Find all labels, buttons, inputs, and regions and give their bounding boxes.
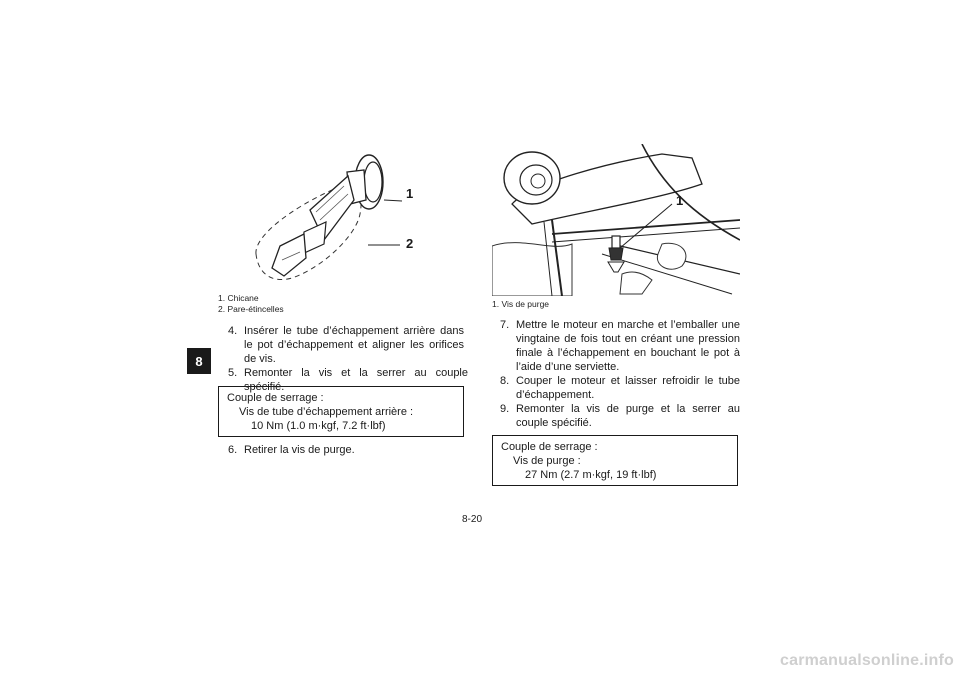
spec-item: Vis de purge : (513, 455, 581, 467)
step-number: 9. (500, 403, 510, 415)
step-number: 6. (228, 444, 238, 456)
step-number: 5. (228, 367, 238, 379)
torque-spec-box-right (492, 435, 738, 486)
chapter-tab: 8 (187, 348, 211, 374)
step-number: 7. (500, 319, 510, 331)
step-number: 4. (228, 325, 238, 337)
callout-1-left: 1 (406, 186, 414, 201)
step-9 (500, 402, 740, 430)
step-4 (228, 324, 464, 366)
watermark: carmanualsonline.info (780, 652, 955, 669)
spec-item: Vis de tube d’échappement arrière : (239, 406, 414, 418)
step-text: Insérer le tube d’échappement arrière dans le pot d’échappement et aligner les orifices de vis. (244, 325, 464, 365)
caption-chicane: 1. Chicane (218, 293, 259, 303)
step-number: 8. (500, 375, 510, 387)
step-6 (228, 443, 464, 457)
step-text: Remonter la vis de purge et la serrer au couple spécifié. (516, 403, 740, 429)
caption-vis-de-purge: 1. Vis de purge (492, 299, 550, 309)
spec-value: 27 Nm (2.7 m·kgf, 19 ft·lbf) (525, 469, 657, 481)
spec-title: Couple de serrage : (501, 441, 598, 453)
callout-2-left: 2 (406, 236, 414, 251)
torque-spec-box-left (218, 386, 464, 437)
step-text: Mettre le moteur en marche et l’emballer une vingtaine de fois tout en créant une pression finale à l’échappement en bouchant le pot à l’aide d’une serviette. (516, 319, 740, 373)
step-text: Remonter la vis et la serrer au couple spécifié. (244, 367, 468, 393)
step-text: Couper le moteur et laisser refroidir le tube d’échappement. (516, 375, 740, 401)
step-8 (500, 374, 740, 402)
spec-value: 10 Nm (1.0 m·kgf, 7.2 ft·lbf) (251, 420, 386, 432)
step-text: Retirer la vis de purge. (244, 444, 355, 456)
figure-purge-screw (492, 144, 740, 296)
page-number: 8-20 (462, 514, 483, 525)
callout-1-right: 1 (676, 193, 684, 208)
spec-title: Couple de serrage : (227, 392, 324, 404)
caption-pare-etincelles: 2. Pare-étincelles (218, 304, 284, 314)
step-7 (500, 318, 740, 374)
figure-spark-arrester (252, 150, 432, 290)
